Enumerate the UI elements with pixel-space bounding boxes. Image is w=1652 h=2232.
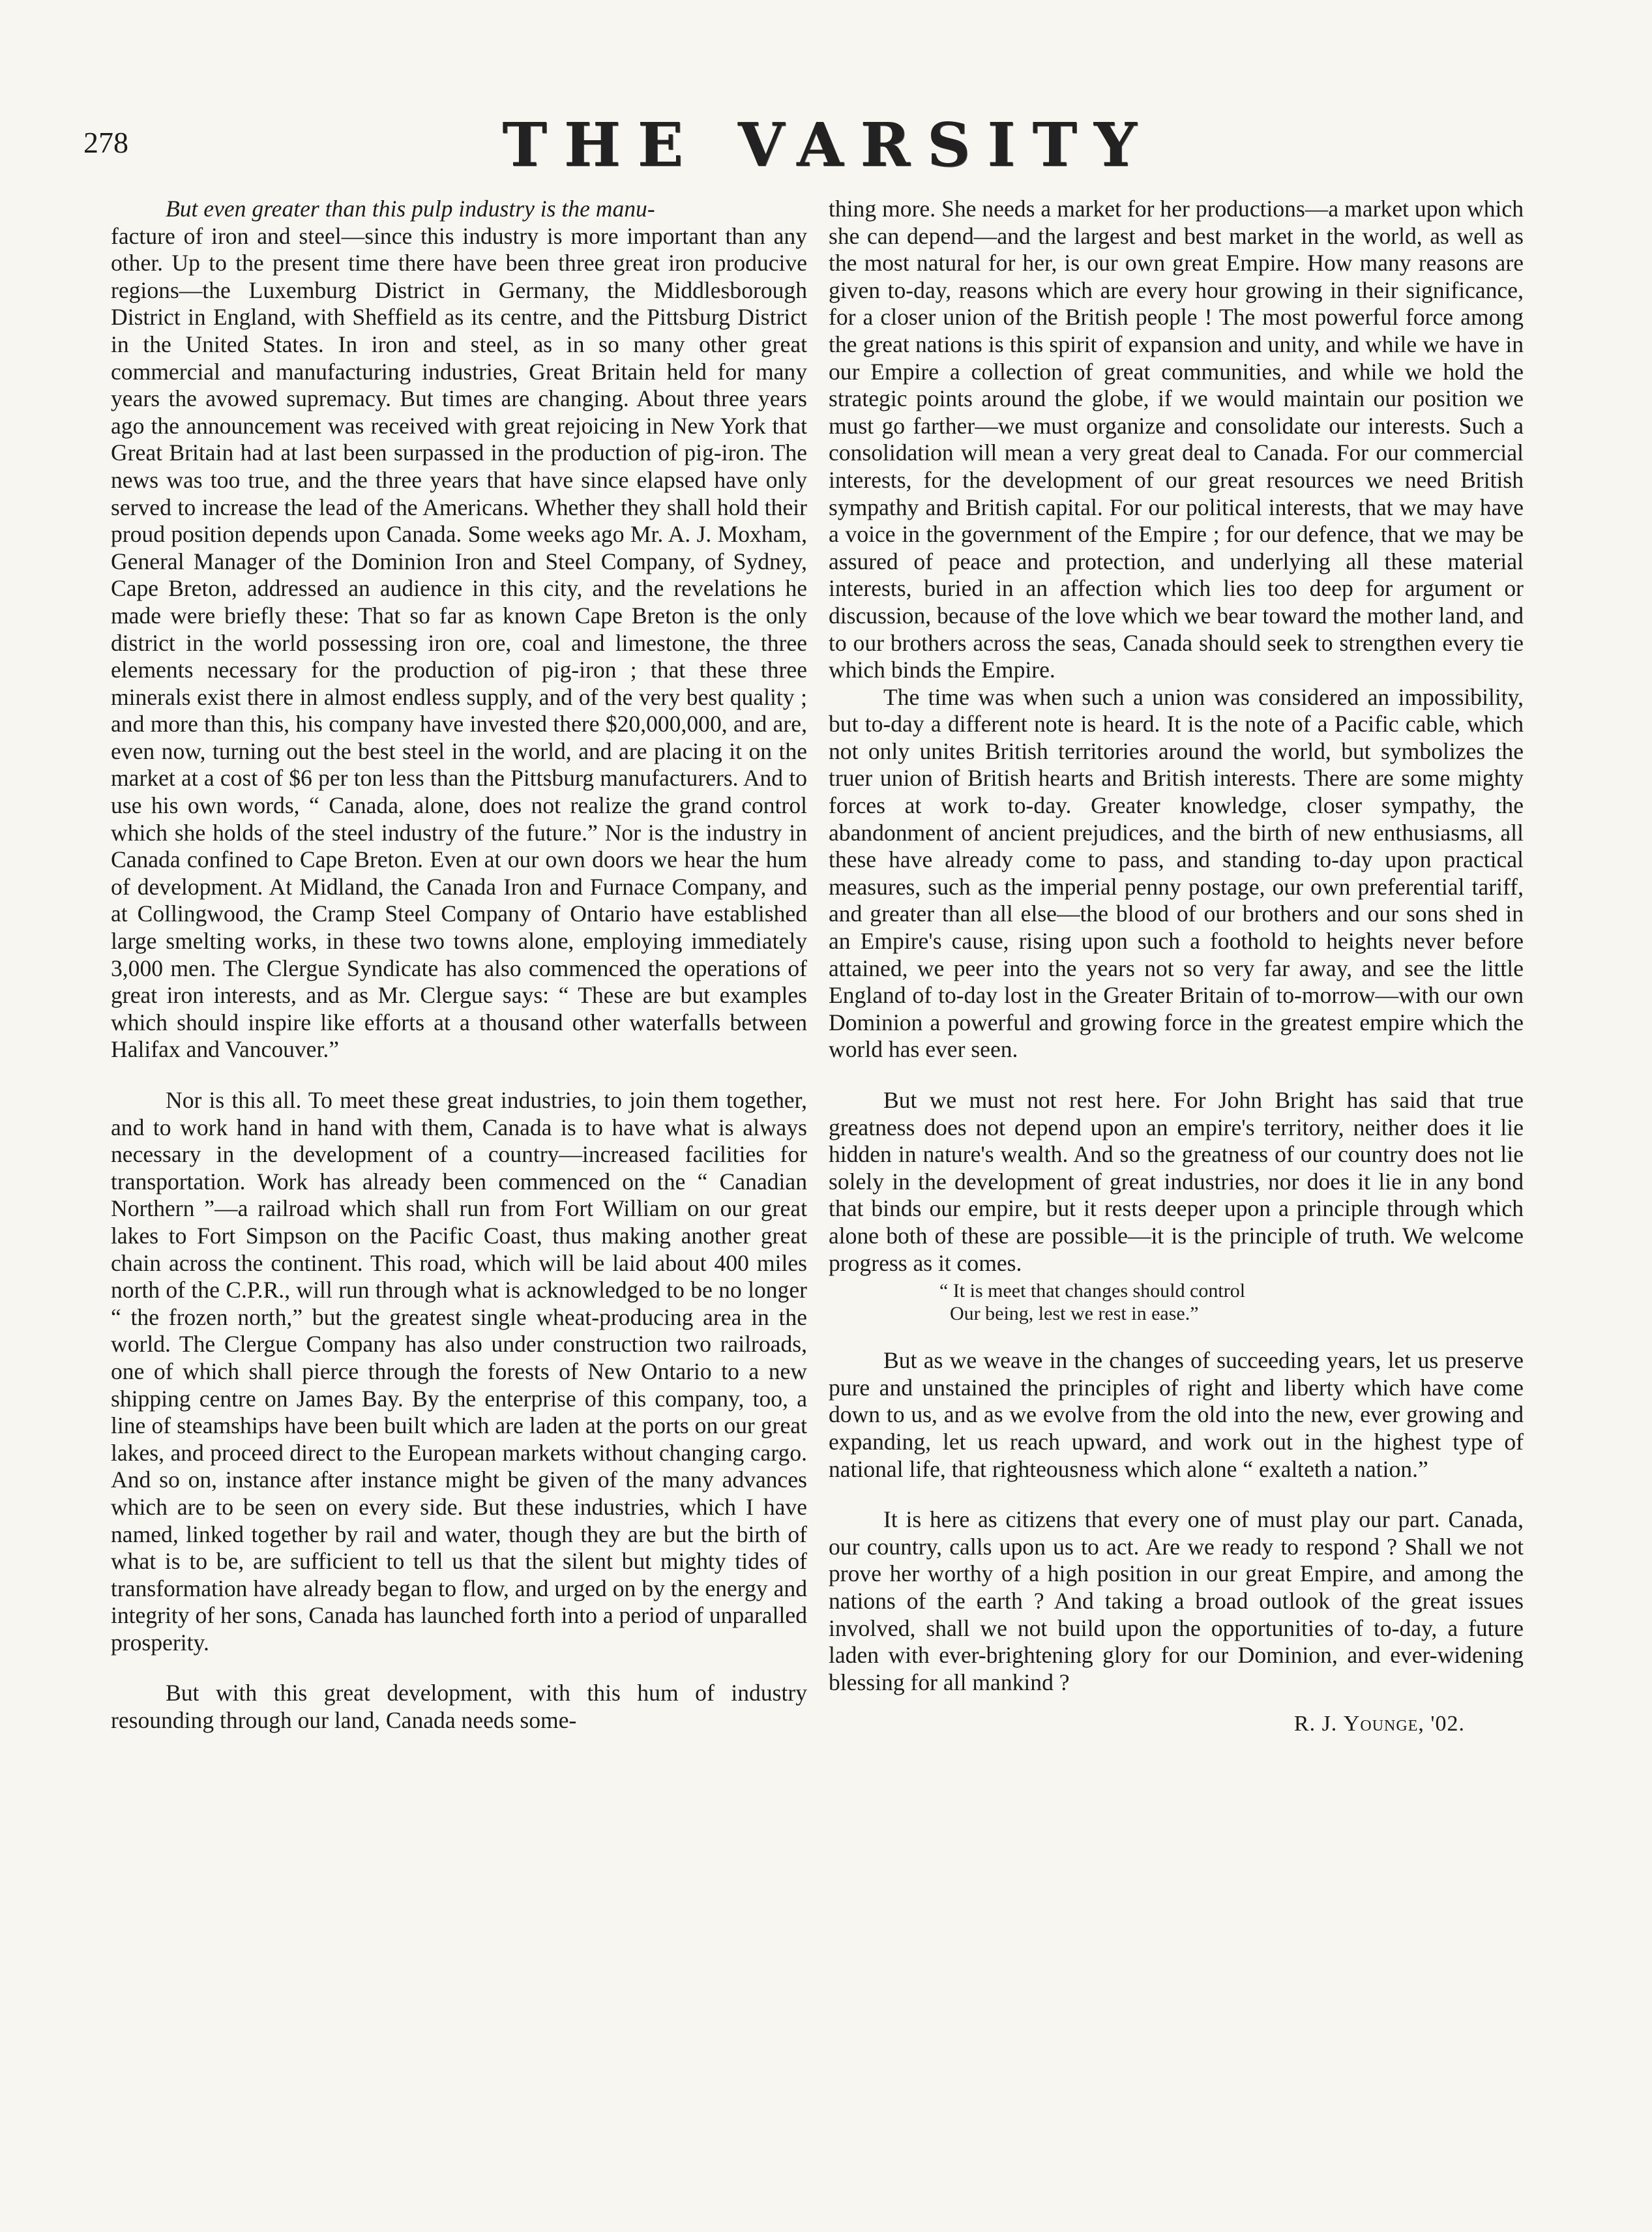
quote-line: Our being, lest we rest in ease.” [950,1303,1199,1325]
left-column [111,196,807,1734]
paragraph: thing more. She needs a market for her productions—a market upon which she can depend—and the largest and best market in the world, as well as the most natural for her, is our own great Empire. How many reasons are given to-day, reasons which are every hour growing in their significance, for a closer union of the British people ! The most powerful force among the great nations is this spirit of expansion and unity, and while we have in our Empire a collection of great communities, and while we hold the strategic points around the globe, if we would maintain our position we must go farther—we must organize and consolidate our interests. Such a consolidation will mean a very great deal to Canada. For our commercial interests, for the development of our great resources we need British sympathy and British capital. For our political interests, that we may have a voice in the government of the Empire ; for our defence, that we may be assured of peace and protection, and underlying all these material interests, buried in an affection which lies too deep for argument or discussion, because of the love which we bear toward the mother land, and to our brothers across the seas, Canada should seek to strengthen every tie which binds the Empire. [829,196,1524,683]
signature-name: Younge [1343,1712,1419,1736]
author-signature [829,1710,1524,1738]
paragraph: The time was when such a union was considered an impossibility, but to-day a different note is heard. It is the note of a Pacific cable, which not only unites British territories around the world, but symbolizes the truer union of British hearts and British interests. There are some mighty forces at work to-day. Greater knowledge, closer sympathy, the abandonment of ancient prejudices, and the birth of new enthusiasms, all these have already come to pass, and standing to-day upon practical measures, such as the imperial penny postage, our own preferential tariff, and greater than all else—the blood of our brothers and our sons shed in an Empire's cause, rising upon such a foothold to heights never before attained, we peer into the years not so very far away, and see the little England of to-day lost in the Greater Britain of to-morrow—with our own Dominion a powerful and growing force in the greatest empire which the world has ever seen. [829,683,1524,1063]
paragraph: But we must not rest here. For John Bright has said that true greatness does not depend upon an empire's territory, neither does it lie hidden in nature's wealth. And so the greatness of our country does not lie solely in the development of great industries, nor does it lie in any bond that binds our empire, but it rests deeper upon a principle through which alone both of these are possible—it is the principle of truth. We welcome progress as it comes. [829,1087,1524,1276]
paragraph [111,196,807,223]
page-number: 278 [83,126,128,159]
masthead-title: THE VARSITY [502,110,1154,180]
paragraph: But as we weave in the changes of succeeding years, let us preserve pure and unstained the principles of right and liberty which have come down to us, and as we evolve from the old into the new, ever growing and expanding, let us reach upward, and work out in the highest type of national life, that righteousness which alone “ exalteth a nation.” [829,1347,1524,1482]
quote-line: “ It is meet that changes should control [939,1280,1246,1302]
poem-quote [939,1279,1524,1325]
signature-year: , '02. [1418,1712,1465,1736]
paragraph-lead: But even greater than this pulp industry is the manu- [166,196,655,222]
paragraph: facture of iron and steel—since this industry is more important than any other. Up to the present time there have been three great iron producive regions—the Luxemburg District in Germany, the Middlesborough District in England, with Sheffield as its centre, and the Pittsburg District in the United States. In iron and steel, as in so many other great commercial and manufacturing industries, Great Britain held for many years the avowed supremacy. But times are changing. About three years ago the announcement was received with great rejoicing in New York that Great Britain had at last been surpassed in the production of pig-iron. The news was too true, and the three years that have since elapsed have only served to increase the lead of the Americans. Whether they shall hold their proud position depends upon Canada. Some weeks ago Mr. A. J. Moxham, General Manager of the Dominion Iron and Steel Company, of Sydney, Cape Breton, addressed an audience in this city, and the revelations he made were briefly these: That so far as known Cape Breton is the only district in the world possessing iron ore, coal and limestone, the three elements necessary for the production of pig-iron ; that these three minerals exist there in almost endless supply, and of the very best quality ; and more than this, his company have invested there $20,000,000, and are, even now, turning out the best steel in the world, and are placing it on the market at a cost of $6 per ton less than the Pittsburg manufacturers. And to use his own words, “ Canada, alone, does not realize the grand control which she holds of the steel industry of the future.” Nor is the industry in Canada confined to Cape Breton. Even at our own doors we hear the hum of development. At Midland, the Canada Iron and Furnace Company, and at Collingwood, the Cramp Steel Company of Ontario have established large smelting works, in these two towns alone, employing immediately 3,000 men. The Clergue Syndicate has also commenced the operations of great iron interests, and as Mr. Clergue says: “ These are but examples which should inspire like efforts at a thousand other waterfalls between Halifax and Vancouver.” [111,222,807,1063]
signature-initials: R. J. [1293,1712,1338,1736]
paragraph: Nor is this all. To meet these great industries, to join them together, and to work hand in hand with them, Canada is to have what is always necessary in the development of a country—increased facilities for transportation. Work has already been commenced on the “ Canadian Northern ”—a railroad which shall run from Fort William on our great lakes to Fort Simpson on the Pacific Coast, thus making another great chain across the continent. This road, which will be laid about 400 miles north of the C.P.R., will run through what is acknowledged to be no longer “ the frozen north,” but the greatest single wheat-producing area in the world. The Clergue Company has also under construction two railroads, one of which shall pierce through the forests of New Ontario to a new shipping centre on James Bay. By the enterprise of this company, too, a line of steamships have been built which are laden at the ports on our great lakes, and proceed direct to the European markets without changing cargo. And so on, instance after instance might be given of the many advances which are to be seen on every side. But these industries, which I have named, linked together by rail and water, though they are but the birth of what is to be, are sufficient to tell us that the silent but mighty tides of transformation have already began to flow, and urged on by the energy and integrity of her sons, Canada has launched forth into a period of unparalled prosperity. [111,1087,808,1656]
paragraph: But with this great development, with this hum of industry resounding through our land, Canada needs some- [111,1680,807,1734]
paragraph: It is here as citizens that every one of must play our part. Canada, our country, calls upon us to act. Are we ready to respond ? Shall we not prove her worthy of a high position in our great Empire, and among the nations of the earth ? And taking a broad outlook of the great issues involved, shall we not build upon the opportunities of to-day, a future laden with ever-brightening glory for our Dominion, and ever-widening blessing for all mankind ? [829,1506,1524,1695]
right-column [829,196,1524,1738]
